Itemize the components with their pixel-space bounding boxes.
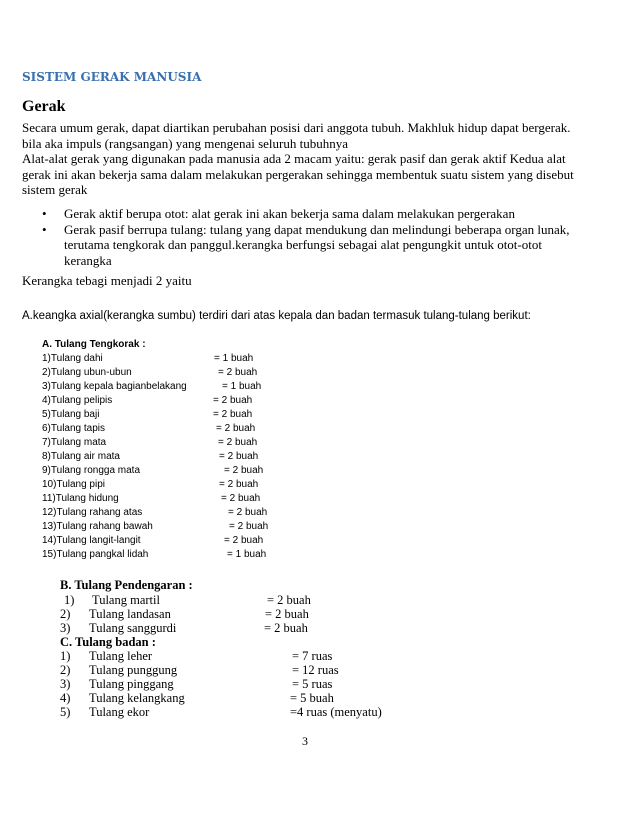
list-item-name: Tulang ekor [89,705,150,719]
list-item-value: = 2 buah [224,535,264,546]
list-item-name: 12)Tulang rahang atas [42,507,143,518]
list-item-number: 3) [60,621,71,635]
bullet-dot-icon: • [42,206,47,221]
list-item-value: = 2 buah [218,437,258,448]
list-item-value: = 2 buah [213,395,253,406]
list-item-value: = 1 buah [222,381,262,392]
list-item-name: 5)Tulang baji [42,409,100,420]
list-item-name: 13)Tulang rahang bawah [42,521,153,532]
list-item-name: 7)Tulang mata [42,437,107,448]
paragraph-line: sistem gerak [22,182,88,197]
section-c-heading: C. Tulang badan : [60,635,156,649]
list-item-name: Tulang sanggurdi [89,621,177,635]
bullet-line: terutama tengkorak dan panggul.kerangka berfungsi sebagai alat pengungkit untuk otot-otot [64,237,542,252]
list-item-value: = 2 buah [264,621,308,635]
list-item-name: 8)Tulang air mata [42,451,120,462]
paragraph-line: gerak ini akan bekerja sama dalam melakukan pergerakan sehingga membentuk suatu sistem yang disebut [22,166,574,182]
list-item-value: = 2 buah [219,451,259,462]
document-title: SISTEM GERAK MANUSIA [22,70,202,84]
bullet-line: Gerak pasif berrupa tulang: tulang yang dapat mendukung dan melindungi beberapa organ lunak, [64,221,570,237]
list-item-name: 14)Tulang langit-langit [42,535,141,546]
list-item-name: 4)Tulang pelipis [42,395,113,406]
list-item-name: 11)Tulang hidung [42,493,119,504]
list-item-value: = 7 ruas [292,649,333,663]
list-item-number: 4) [60,691,71,705]
list-item-value: = 5 buah [290,691,334,705]
list-item-number: 2) [60,607,71,621]
list-item-number: 2) [60,663,71,677]
list-item-number: 5) [60,705,71,719]
page-number: 3 [302,734,308,748]
list-item-name: 15)Tulang pangkal lidah [42,549,149,560]
list-item-value: = 2 buah [216,423,256,434]
list-item-value: = 2 buah [221,493,261,504]
list-item-value: =4 ruas (menyatu) [290,705,382,719]
list-item-value: = 2 buah [267,593,311,607]
list-item-number: 1) [64,593,75,607]
list-item-value: = 2 buah [224,465,264,476]
axial-intro: A.keangka axial(kerangka sumbu) terdiri dari atas kepala dan badan termasuk tulang-tulang berikut: [22,310,531,322]
bullet-line: kerangka [64,252,112,268]
list-item-value: = 2 buah [219,479,259,490]
paragraph-alat-gerak [22,151,574,198]
bullet-item-gerak-aktif [42,206,570,222]
list-item-name: 2)Tulang ubun-ubun [42,367,132,378]
section-heading-gerak: Gerak [22,98,66,115]
list-item-name: 3)Tulang kepala bagianbelakang [42,381,187,392]
list-item-name: Tulang kelangkang [89,691,185,705]
list-item-number: 1) [60,649,71,663]
list-item-value: = 2 buah [229,521,269,532]
list-item-value: = 2 buah [218,367,258,378]
section-b-heading: B. Tulang Pendengaran : [60,578,193,592]
list-item-value: = 12 ruas [292,663,339,677]
list-item-name: Tulang landasan [89,607,171,621]
paragraph-line: bila aka impuls (rangsangan) yang mengenai seluruh tubuhnya [22,135,348,151]
list-item-value: = 2 buah [213,409,253,420]
bullet-line: Gerak aktif berupa otot: alat gerak ini akan bekerja sama dalam melakukan pergerakan [64,206,515,221]
list-item-name: 6)Tulang tapis [42,423,105,434]
list-item-value: = 1 buah [227,549,267,560]
list-item-name: Tulang pinggang [89,677,174,691]
bullet-item-gerak-pasif [42,222,570,269]
paragraph-line: Secara umum gerak, dapat diartikan perubahan posisi dari anggota tubuh. Makhluk hidup dapat bergerak. [22,120,571,135]
list-item-name: Tulang martil [92,593,160,607]
bullet-dot-icon: • [42,221,47,237]
list-item-name: 10)Tulang pipi [42,479,106,490]
kerangka-intro: Kerangka tebagi menjadi 2 yaitu [22,273,192,288]
list-item-name: Tulang punggung [89,663,178,677]
list-item-name: Tulang leher [89,649,153,663]
paragraph-line: Alat-alat gerak yang digunakan pada manusia ada 2 macam yaitu: gerak pasif dan gerak aktif Kedua alat [22,151,566,166]
list-item-name: 1)Tulang dahi [42,353,103,364]
list-item-name: 9)Tulang rongga mata [42,465,141,476]
list-item-number: 3) [60,677,71,691]
list-item-value: = 2 buah [265,607,309,621]
list-item-value: = 2 buah [228,507,268,518]
paragraph-definition [22,120,570,151]
section-a-heading: A. Tulang Tengkorak : [42,339,146,350]
list-item-value: = 5 ruas [292,677,333,691]
bullet-list [42,206,570,268]
list-item-value: = 1 buah [214,353,254,364]
